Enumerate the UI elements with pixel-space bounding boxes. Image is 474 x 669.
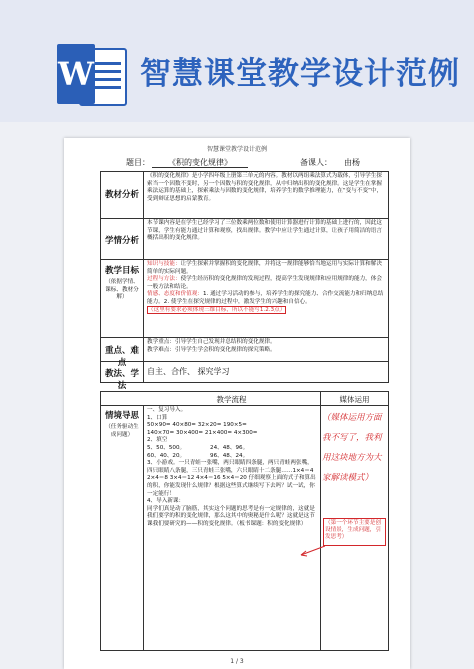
process-header: 教学流程 [216, 395, 247, 404]
situation-sublabel: （任务驱动生成问题） [105, 424, 139, 438]
situation-line: 同学们真是动了脑筋，其实这个问题的思考是有一定规律的，这就是我们要学的积的变化规律，那么这其中的奥秘是什么呢？这就是这节课我们要研究的——积的变化规律。（板书课题：积的变化规律） [147, 505, 315, 527]
teacher-value: 由杨 [344, 158, 360, 167]
sidenote: （第一个环节主要是创设情景，生成问题，引发思考） [323, 518, 386, 546]
goals-text [144, 260, 388, 337]
goals-label: 教学目标 [104, 266, 139, 276]
arrow-icon [297, 544, 327, 558]
document-page [64, 138, 410, 669]
key-points-label: 重点、难点 [104, 346, 139, 368]
topic-value: 《积的变化规律》 [168, 158, 232, 167]
material-text: 《积的变化规律》是小学四年级上册第三单元的内容。教材以两组乘法算式为载体，引导学生探索当一个因数不变时，另一个因数与积的变化规律，从中归纳出积的变化规律。这是学生在掌握乘法运算的基础上，探索乘法与因数的变化规律，培养学生的数学推理能力，在“变与不变”中，受到辩证思想的启蒙教育。 [147, 173, 383, 202]
goals-note: （这里有要求必须体现三维目标，所以不能写1.2.3点） [148, 306, 286, 313]
students-text: 本节课内容是在学生已经学习了三位数乘两位数和使用计算器进行计算的基础上进行的，因此这节课，学生有能力通过计算和观察，找出规律。教学中应让学生通过计算，让孩子用简洁的语言概括出积的变化规律。 [147, 220, 382, 242]
banner [0, 0, 474, 122]
emotion-text: 1. 通过学习活动的参与，培养学生的探究能力、合作交流能力和归纳总结能力。2. 使学生在探究规律的过程中，激发学生的兴趣和自信心。 [147, 291, 384, 305]
key-point-2: 教学难点：引导学生学会积的变化规律的探究策略。 [147, 346, 276, 353]
situation-line: 4、导入新课： [147, 498, 185, 505]
knowledge-text: 让学生探索并掌握积的变化规律，并将这一规律能够恰当地运用与实际计算和解决简单的实际问题。 [147, 261, 382, 275]
situation-line: 5、50、500。 24、48、96。 [147, 444, 249, 451]
situation-label: 情境导思 [104, 411, 139, 421]
teacher-label: 备课人： [300, 158, 332, 167]
process-tag: 过程与方法： [147, 276, 181, 283]
situation-line: 140×70= 30×400= 21×400= 4×300= [147, 429, 258, 436]
situation-line: 2、填空 [147, 437, 168, 444]
plan-table [100, 171, 389, 391]
goals-sublabel: （依据学情、课标、教材分解） [105, 279, 139, 301]
situation-line: 60、40、20。 96、48、24。 [147, 452, 249, 459]
knowledge-tag: 知识与技能： [147, 261, 181, 267]
situation-line: 3、小游戏。一只青蛙一张嘴，两只眼睛四条腿，两只青蛙两张嘴，四只眼睛八条腿，三只青蛙三张嘴，六只眼睛十二条腿……1×4＝4 2×4＝8 3×4＝12 4×4＝16 5×4＝20 仔细观察上面的式子和算出的积，你能发现什么规律？根据这些算式继续写下去吗？试一试，你一定能行！ [147, 460, 316, 497]
situation-line: 50×90= 40×80= 32×20= 190×5= [147, 422, 247, 429]
students-label: 学情分析 [104, 236, 139, 246]
doc-header: 智慧课堂教学设计范例 [206, 146, 267, 153]
process-text: 使学生经历积的变化规律的发现过程，提高学生发现规律和应用规律的能力，体会一般方法和结论。 [147, 276, 382, 290]
topic-label: 题目： [126, 158, 150, 167]
media-note: （媒体运用方面我不写了，我利用这块地方为大家解读模式） [322, 413, 382, 483]
word-logo-icon [57, 44, 127, 104]
process-table [100, 391, 389, 651]
material-label: 教材分析 [104, 190, 139, 200]
page-number: 1 / 3 [230, 658, 244, 665]
key-point-1: 教学重点：引导学生自己发现并总结积的变化规律。 [147, 339, 276, 345]
lesson-line [64, 157, 410, 169]
key-points-text [144, 338, 388, 361]
emotion-tag: 情感、态度和价值观： [147, 291, 203, 298]
situation-content [144, 406, 320, 649]
methods-text: 自主、合作、 探究学习 [147, 367, 230, 376]
situation-line: 一、复习导入。 [147, 407, 187, 413]
banner-title: 智慧课堂教学设计范例 [140, 56, 460, 92]
situation-line: 1、口算 [147, 414, 168, 421]
word-letter: W [57, 44, 95, 104]
methods-label: 教法、学法 [104, 369, 139, 391]
media-header: 媒体运用 [339, 395, 370, 404]
